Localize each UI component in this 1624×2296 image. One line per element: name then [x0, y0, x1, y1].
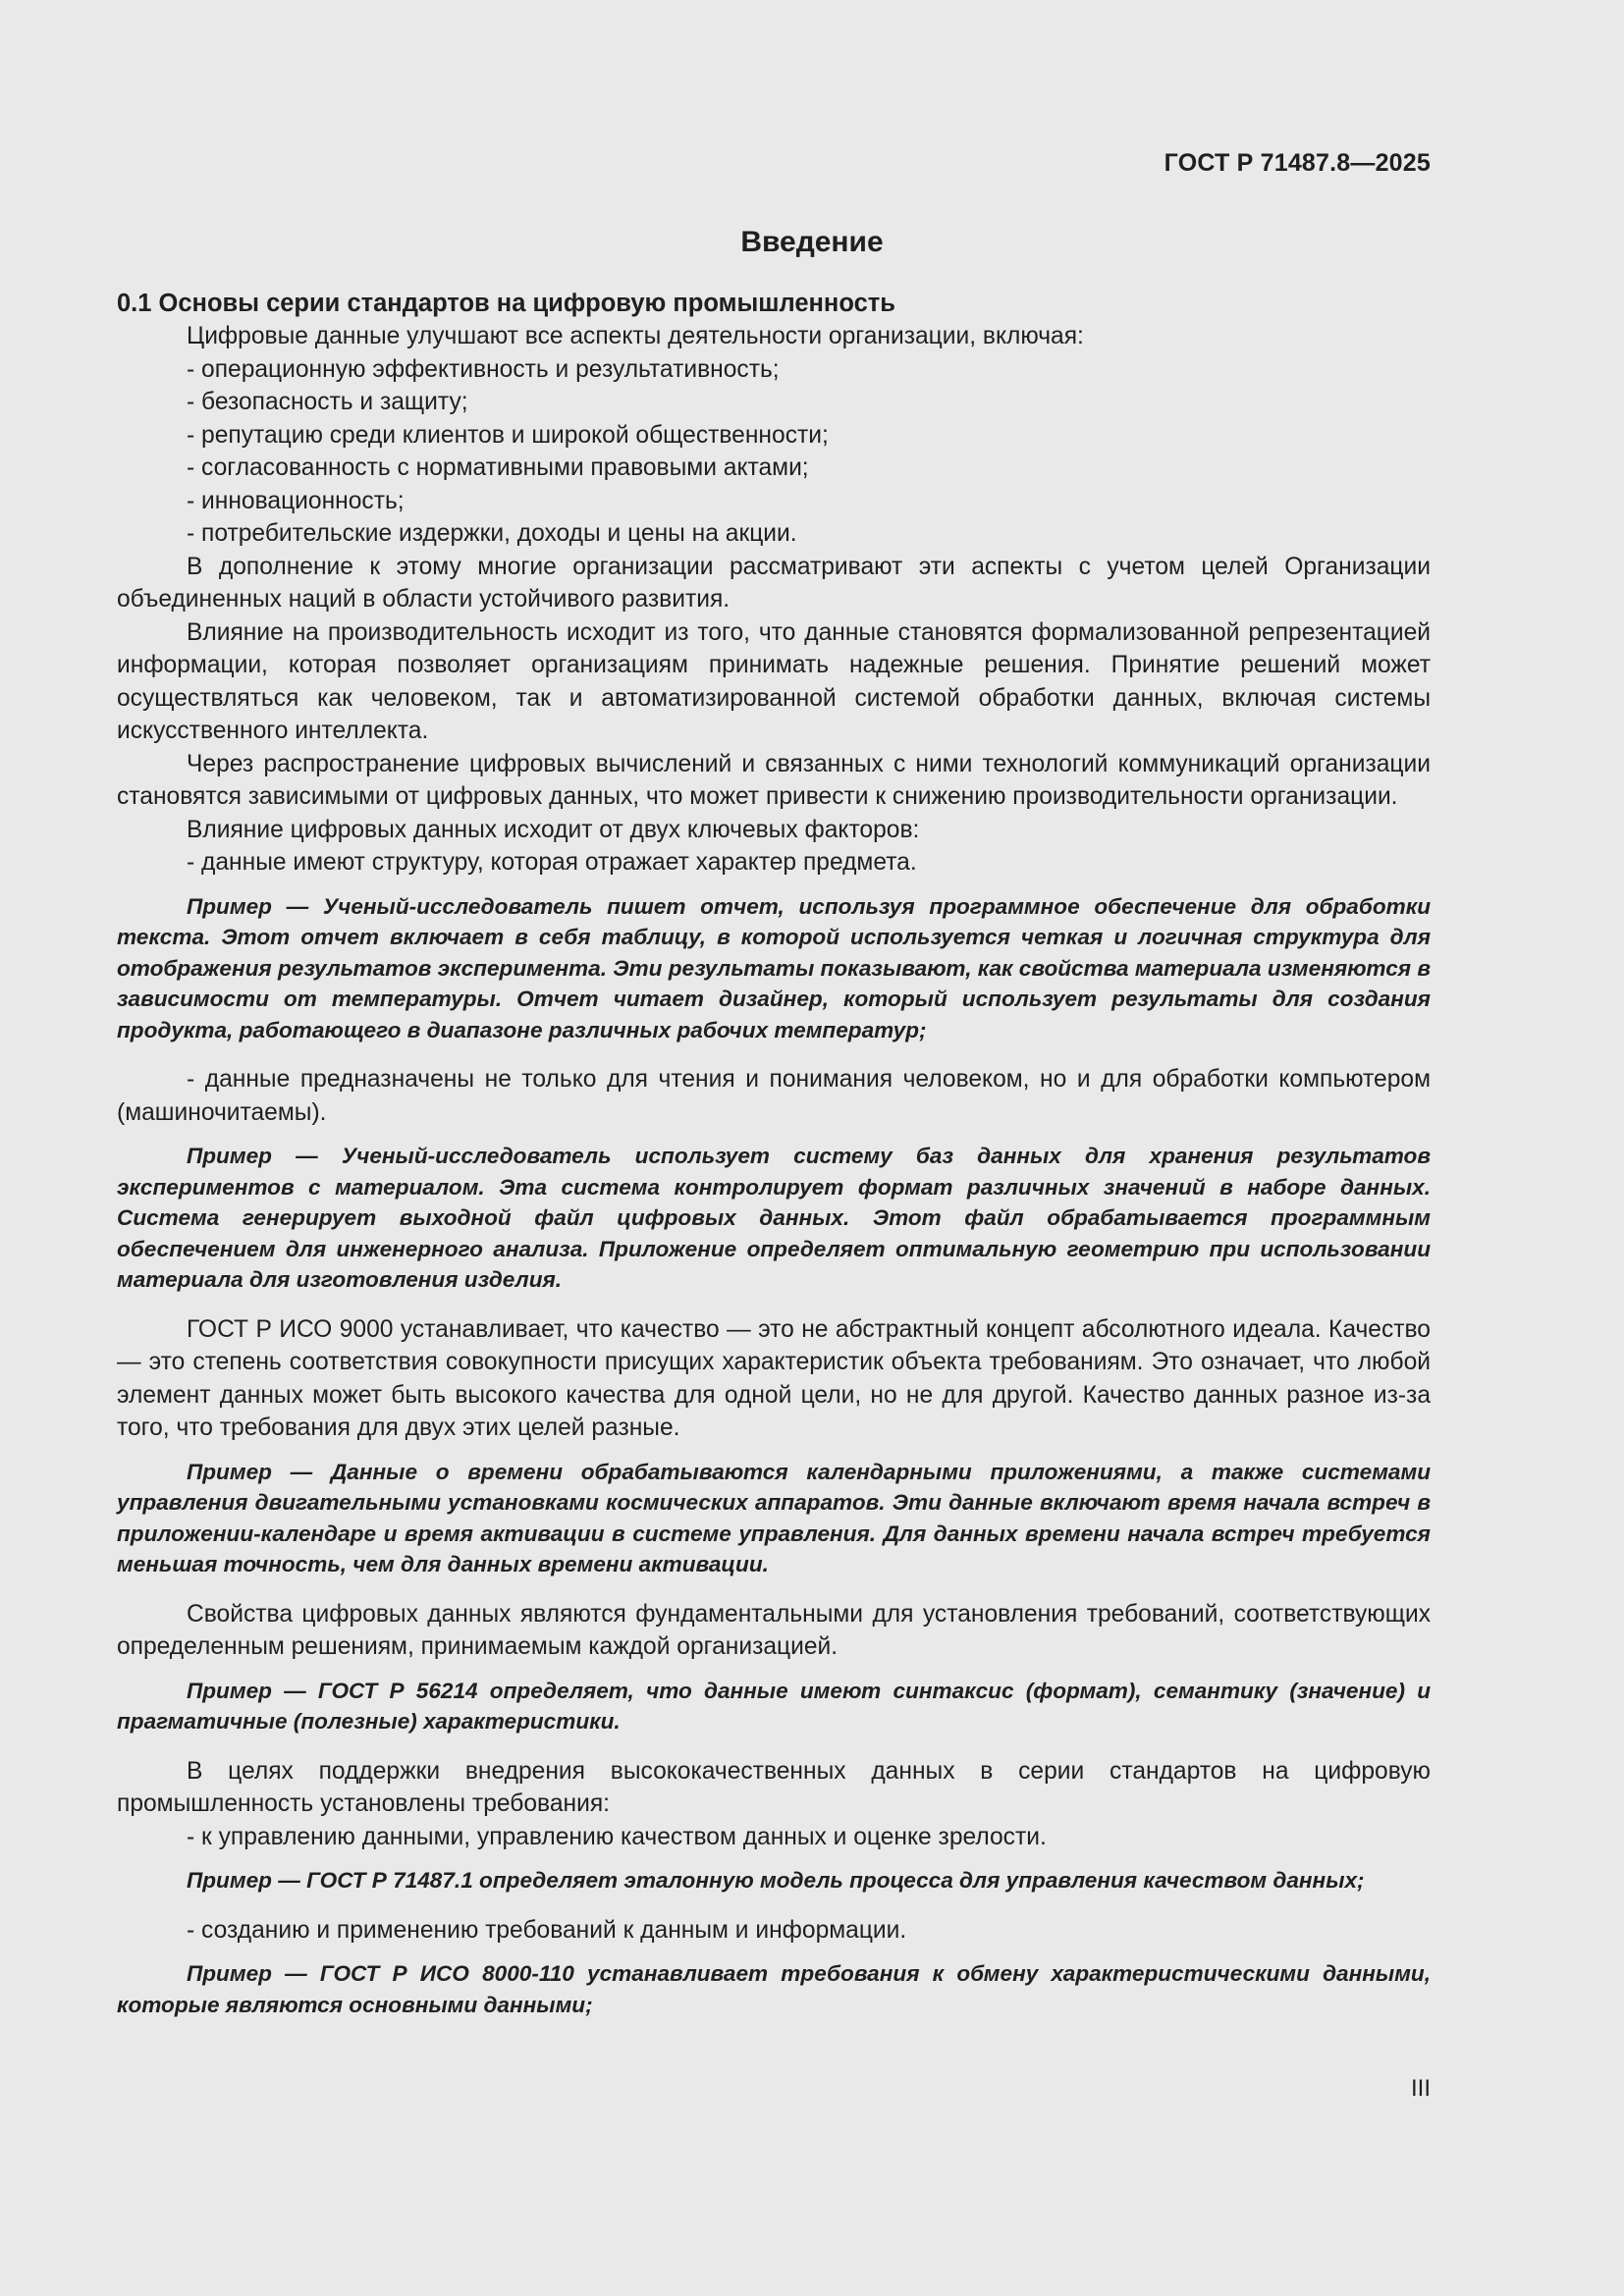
- requirement-list-item: - созданию и применению требований к данным и информации.: [187, 1916, 907, 1944]
- page-number: III: [1410, 2075, 1431, 2102]
- aspect-list-item: - безопасность и защиту;: [187, 389, 468, 415]
- requirement-list-item: - к управлению данными, управлению качеством данных и оценке зрелости.: [187, 1823, 1047, 1850]
- paragraph-influence: Влияние на производительность исходит из того, что данные становятся формализованной репрезентацией информации, которая позволяет организациям принимать надежные решения. Принятие решений может осуществляться как человеком, так и автоматизированной системой обработки данных, включая системы искусственного интеллекта.: [117, 618, 1431, 744]
- document-code: ГОСТ Р 71487.8—2025: [1164, 149, 1431, 177]
- main-content: [117, 287, 1431, 2032]
- paragraph-un-goals: В дополнение к этому многие организации рассматривают эти аспекты с учетом целей Организации объединенных наций в области устойчивого развития.: [117, 553, 1431, 613]
- example-note: Пример — ГОСТ Р 71487.1 определяет эталонную модель процесса для управления качеством данных;: [187, 1868, 1365, 1893]
- example-note: Пример — Ученый-исследователь пишет отчет, используя программное обеспечение для обработки текста. Этот отчет включает в себя таблицу, в которой используется четкая и логичная структура для отображения результатов эксперимента. Эти результаты показывают, как свойства материала изменяются в зависимости от температуры. Отчет читает дизайнер, который использует результаты для создания продукта, работающего в диапазоне различных рабочих температур;: [117, 893, 1431, 1042]
- aspect-list-item: - репутацию среди клиентов и широкой общественности;: [187, 421, 829, 449]
- paragraph-factors: Влияние цифровых данных исходит от двух ключевых факторов:: [187, 816, 920, 843]
- factor-list-item: - данные имеют структуру, которая отражает характер предмета.: [187, 849, 917, 876]
- aspect-list-item: - потребительские издержки, доходы и цены на акции.: [187, 520, 797, 547]
- aspect-list-item: - инновационность;: [187, 487, 405, 514]
- section-heading: 0.1 Основы серии стандартов на цифровую промышленность: [117, 290, 895, 317]
- intro-paragraph: Цифровые данные улучшают все аспекты деятельности организации, включая:: [187, 323, 1084, 349]
- example-note: Пример — ГОСТ Р 56214 определяет, что данные имеют синтаксис (формат), семантику (значение) и прагматичные (полезные) характеристики.: [117, 1678, 1431, 1734]
- page-title: Введение: [740, 226, 884, 258]
- paragraph-properties: Свойства цифровых данных являются фундаментальными для установления требований, соответствующих определенным решениям, принимаемым каждой организацией.: [117, 1600, 1431, 1660]
- example-note: Пример — Данные о времени обрабатываются календарными приложениями, а также системами управления двигательными установками космических аппаратов. Эти данные включают время начала встреч в приложении-календаре и время активации в системе управления. Для данных времени начала встреч требуется меньшая точность, чем для данных времени активации.: [117, 1459, 1431, 1576]
- paragraph-spread: Через распространение цифровых вычислений и связанных с ними технологий коммуникаций организации становятся зависимыми от цифровых данных, что может привести к снижению производительности организации.: [117, 750, 1431, 810]
- paragraph-quality: ГОСТ Р ИСО 9000 устанавливает, что качество — это не абстрактный концепт абсолютного идеала. Качество — это степень соответствия совокупности присущих характеристик объекта требованиям. Это означает, что любой элемент данных может быть высокого качества для одной цели, но не для другой. Качество данных разное из-за того, что требования для двух этих целей разные.: [117, 1315, 1431, 1441]
- aspect-list-item: - операционную эффективность и результативность;: [187, 355, 780, 383]
- example-note: Пример — ГОСТ Р ИСО 8000-110 устанавливает требования к обмену характеристическими данными, которые являются основными данными;: [117, 1961, 1431, 2017]
- factor-list-item: - данные предназначены не только для чтения и понимания человеком, но и для обработки компьютером (машиночитаемы).: [117, 1066, 1431, 1126]
- paragraph-support: В целях поддержки внедрения высококачественных данных в серии стандартов на цифровую промышленность установлены требования:: [117, 1757, 1431, 1817]
- example-note: Пример — Ученый-исследователь использует систему баз данных для хранения результатов экспериментов с материалом. Эта система контролирует формат различных значений в наборе данных. Система генерирует выходной файл цифровых данных. Этот файл обрабатывается программным обеспечением для инженерного анализа. Приложение определяет оптимальную геометрию при использовании материала для изготовления изделия.: [117, 1144, 1431, 1292]
- aspect-list-item: - согласованность с нормативными правовыми актами;: [187, 454, 809, 481]
